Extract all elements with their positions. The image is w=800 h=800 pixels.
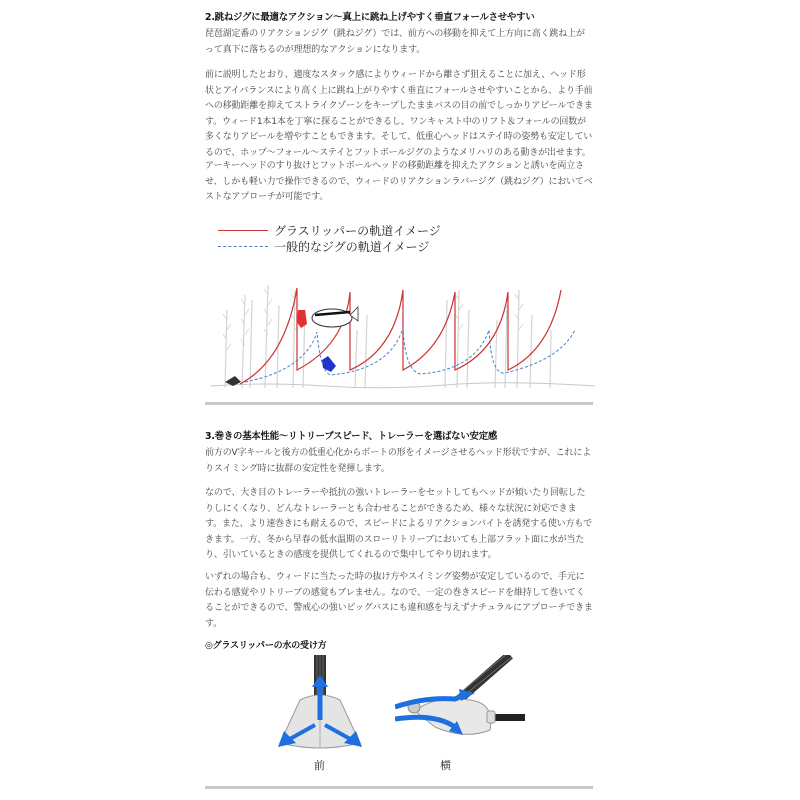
red-solid-line-icon [218,230,268,231]
water-flow-subheading: ◎グラスリッパーの水の受け方 [205,641,327,651]
legend-label: 一般的なジグの軌道イメージ [274,240,430,254]
trajectory-illustration [205,270,595,395]
bass-fish-icon [312,307,358,327]
section3-paragraph-3: いずれの場合も、ウィードに当たった時の抜け方やスイミング姿勢が安定しているので、手元に伝わる感覚やリトリーブの感覚もブレません。なので、一定の巻きスピードを維持して巻いてくることができるので、警戒心の強いビッグバスにも違和感を与えずナチュラルにアプローチできます。 [205,572,593,629]
section2-paragraph-1: 琵琶湖定番のリアクションジグ（跳ねジグ）では、前方への移動を抑えて上方向に高く跳ね上がって真下に落ちるのが理想的なアクションになります。 [205,29,585,55]
section2-heading: 2.跳ねジグに最適なアクション〜真上に跳ね上げやすく垂直フォールさせやすい [205,12,535,23]
bottom-divider [205,786,593,789]
front-view-illustration [270,655,370,755]
legend-item-general-jig [218,238,429,255]
section3-paragraph-2: なので、大き目のトレーラーや抵抗の強いトレーラーをセットしてもヘッドが傾いたり回転したりしにくくなり、どんなトレーラーとも合わせることができるため、様々な状況に対応できます。また、より速巻きにも耐えるので、スピードによるリアクションバイトを誘発する使い方もできます。一方、冬から早春の低水温期のスローリトリーブにおいても上部フラット面に水が当たり、引いているときの感度を提供してくれるので集中してやり切れます。 [205,488,593,560]
section3-heading: 3.巻きの基本性能〜リトリーブスピード、トレーラーを選ばない安定感 [205,431,498,442]
side-view-illustration [395,655,525,745]
grass-ripper-path [240,288,561,384]
section3-paragraph-1: 前方のV字キールと後方の低重心化からボートの形をイメージさせるヘッド形状ですが、これによりスイミング時に抜群の安定性を発揮します。 [205,448,592,474]
section-divider [205,402,593,405]
section2-paragraph-2: 前に説明したとおり、適度なスタック感によりウィードから離さず狙えることに加え、ヘッド形状とアイバランスにより高く上に跳ね上がりやすく垂直にフォールさせやすいことから、より手前への移動距離を抑えてストライクゾーンをキープしたままバスの目の前でしっかりアピールできます。ウィード1本1本を丁寧に探ることができるし、ワンキャスト中のリフト＆フォールの回数が多くなりアピールを増やすこともできます。そして、低重心ヘッドはステイ時の姿勢も安定しているので、ホップ〜フォール〜ステイとフットボールジグのようなメリハリのある動きが出せます。 [205,70,593,158]
blue-lure-icon [322,356,336,372]
blue-dashed-line-icon [218,246,268,247]
side-caption: 横 [440,759,451,772]
lake-bottom [210,383,595,388]
legend-item-grass-ripper [218,222,441,239]
front-caption: 前 [314,759,325,772]
section2-paragraph-3: アーキーヘッドのすり抜けとフットボールヘッドの移動距離を抑えたアクションと誘いを両立させ、しかも軽い力で操作できるので、ウィードのリアクションラバージグ（跳ねジグ）においてベストなアプローチが可能です。 [205,161,593,202]
legend-label: グラスリッパーの軌道イメージ [274,224,441,238]
